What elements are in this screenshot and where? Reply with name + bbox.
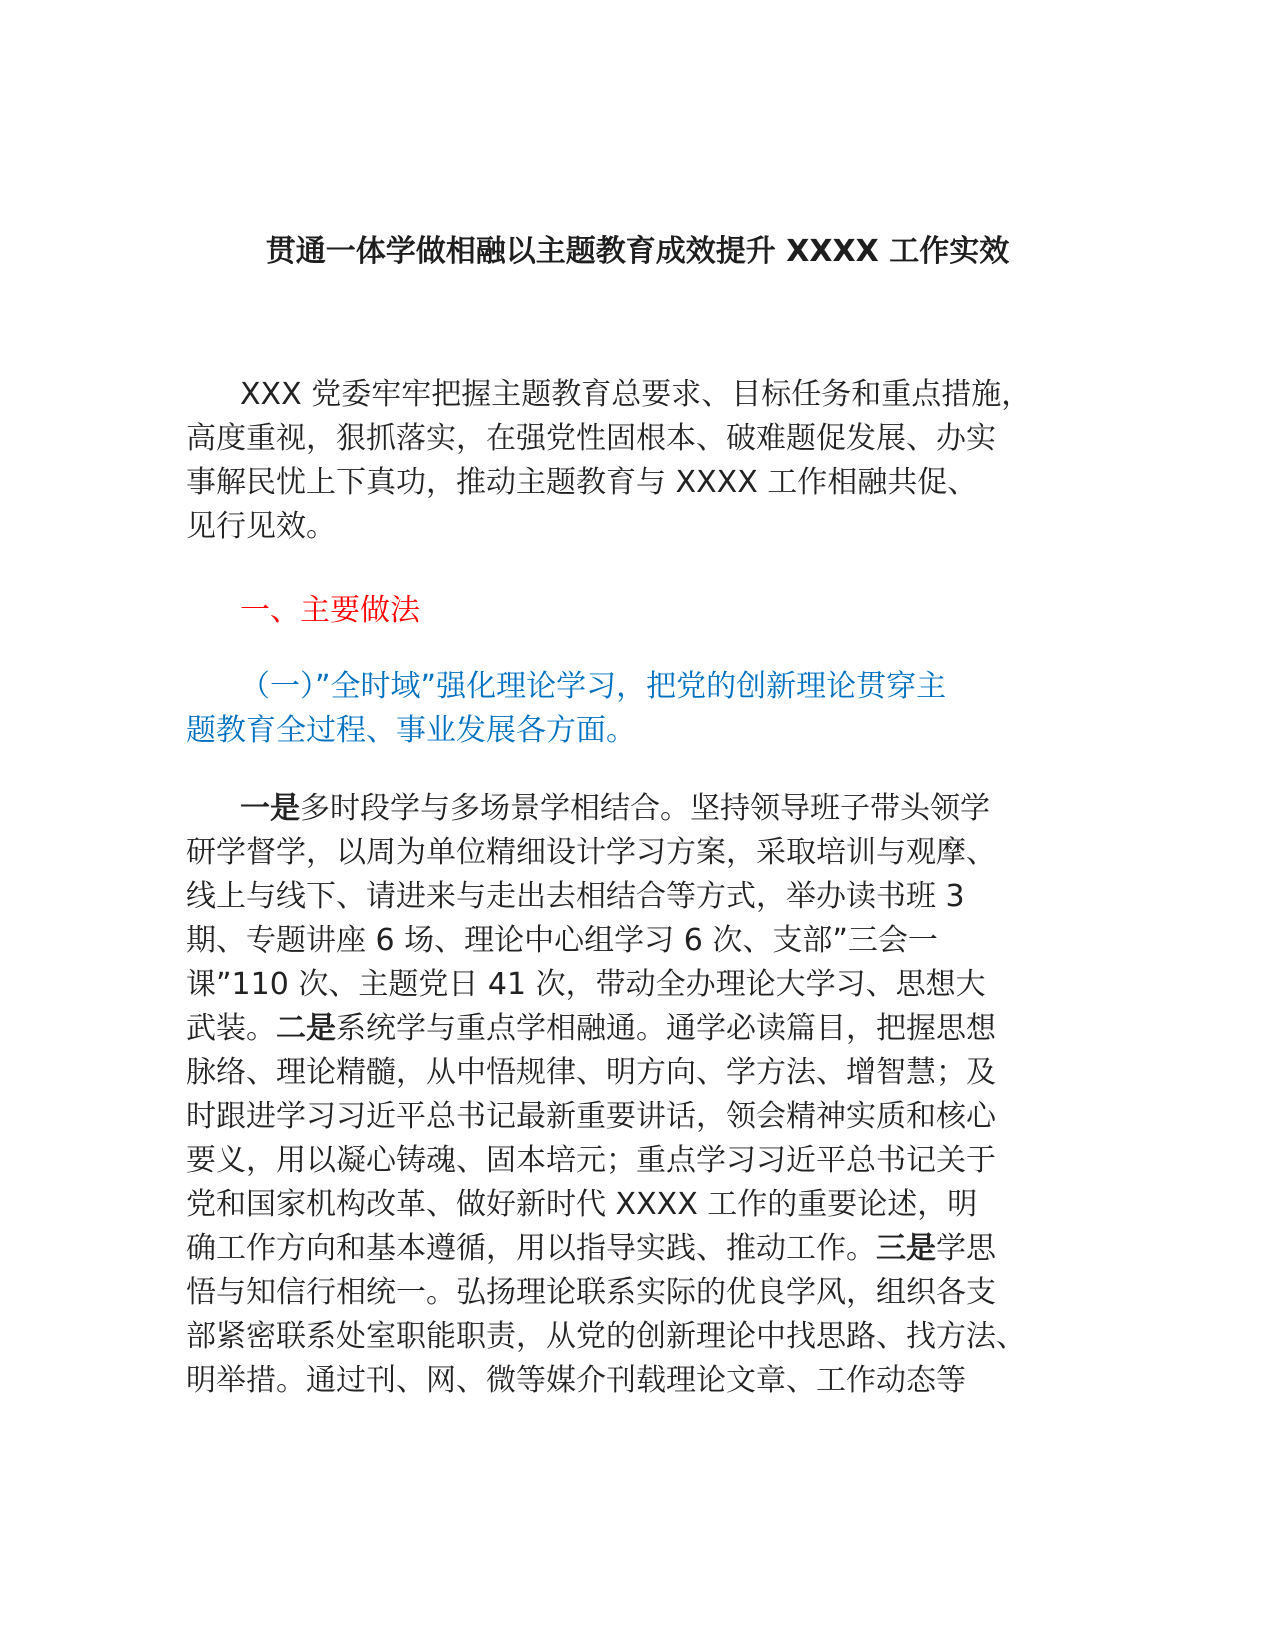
body-line: 时跟进学习习近平总书记最新重要讲话，领会精神实质和核心 — [186, 1099, 996, 1134]
body-line: 线上与线下、请进来与走出去相结合等方式，举办读书班 3 — [186, 879, 965, 914]
body-line: 确工作方向和基本遵循，用以指导实践、推动工作。三是学思 — [186, 1231, 996, 1266]
body-line: 部紧密联系处室职能职责，从党的创新理论中找思路、找方法、 — [186, 1319, 1026, 1354]
section-heading: 一、主要做法 — [240, 593, 420, 628]
intro-line: 见行见效。 — [186, 509, 336, 544]
body-line: 课”110 次、主题党日 41 次，带动全办理论大学习、思想大 — [186, 967, 986, 1002]
document-title: 贯通一体学做相融以主题教育成效提升 XXXX 工作实效 — [265, 234, 1010, 269]
body-line: 武装。二是系统学与重点学相融通。通学必读篇目，把握思想 — [186, 1011, 996, 1046]
intro-line: 事解民忧上下真功，推动主题教育与 XXXX 工作相融共促、 — [186, 465, 978, 500]
body-line: 研学督学，以周为单位精细设计学习方案，采取培训与观摩、 — [186, 835, 996, 870]
subsection-heading: 题教育全过程、事业发展各方面。 — [186, 713, 636, 748]
body-line: 一是多时段学与多场景学相结合。坚持领导班子带头领学 — [240, 791, 990, 826]
body-line: 脉络、理论精髓，从中悟规律、明方向、学方法、增智慧；及 — [186, 1055, 996, 1090]
bold-lead: 一是 — [240, 791, 300, 826]
body-line: 明举措。通过刊、网、微等媒介刊载理论文章、工作动态等 — [186, 1363, 966, 1398]
intro-line: 高度重视，狠抓落实，在强党性固根本、破难题促发展、办实 — [186, 421, 996, 456]
body-line: 悟与知信行相统一。弘扬理论联系实际的优良学风，组织各支 — [186, 1275, 996, 1310]
intro-line: XXX 党委牢牢把握主题教育总要求、目标任务和重点措施， — [240, 377, 1032, 412]
bold-lead: 三是 — [876, 1231, 936, 1266]
body-line: 要义，用以凝心铸魂、固本培元；重点学习习近平总书记关于 — [186, 1143, 996, 1178]
body-line: 党和国家机构改革、做好新时代 XXXX 工作的重要论述，明 — [186, 1187, 978, 1222]
subsection-heading: （一）”全时域”强化理论学习，把党的创新理论贯穿主 — [240, 669, 947, 704]
body-line: 期、专题讲座 6 场、理论中心组学习 6 次、支部”三会一 — [186, 923, 938, 958]
bold-lead: 二是 — [276, 1011, 336, 1046]
